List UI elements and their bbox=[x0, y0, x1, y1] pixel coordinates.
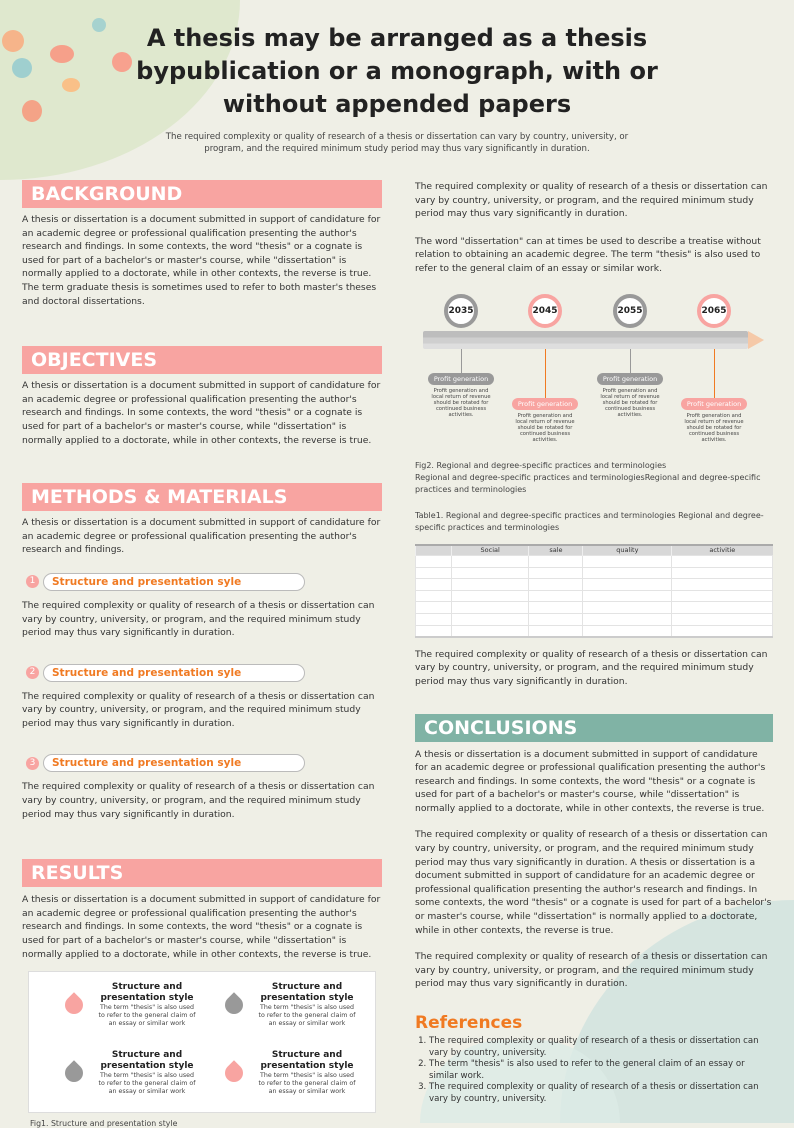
item-number: 3 bbox=[26, 757, 39, 770]
timeline-text: Profit generation and local return of revenue should be rotated for continued business activities. bbox=[515, 412, 575, 444]
table-row bbox=[416, 625, 773, 637]
reference-item: 2. The term "thesis" is also used to refer to the general claim of an essay or similar work. bbox=[429, 1059, 773, 1082]
timeline-text: Profit generation and local return of revenue should be rotated for continued business activities. bbox=[684, 412, 744, 444]
results-text: A thesis or dissertation is a document submitted in support of candidature for an academic degree or professional qualification presenting the author's research and findings. In some contexts, the word "thesis" or a cognate is used for part of a bachelor's or master's course, while "dissertation" is normally applied to a doctorate, while in other contexts, the reverse is true. bbox=[22, 894, 381, 960]
cell-text: The term "thesis" is also used to refer to the general claim of an essay or similar work bbox=[98, 1072, 196, 1095]
references-heading: References bbox=[415, 1013, 523, 1033]
table-header: Social bbox=[452, 545, 529, 556]
conclusions-p3: The required complexity or quality of research of a thesis or dissertation can vary by country, university, or program, and the required minimum study period may thus vary significantly in duration. bbox=[415, 951, 768, 990]
table-row bbox=[416, 567, 773, 579]
figure-2-text: Regional and degree-specific practices and terminologiesRegional and degree-specific practices and terminologies bbox=[415, 472, 761, 494]
cell-title: Structure and presentation style bbox=[100, 1050, 194, 1072]
method-item-header bbox=[26, 573, 382, 591]
table-cell bbox=[672, 556, 773, 568]
table-cell bbox=[672, 625, 773, 637]
method-item-text: The required complexity or quality of research of a thesis or dissertation can vary by country, university, or program, and the required minimum study period may thus vary significantly in duration. bbox=[22, 690, 375, 729]
timeline-year: 2045 bbox=[528, 294, 562, 328]
timeline-year: 2035 bbox=[444, 294, 478, 328]
decor-berry bbox=[2, 30, 24, 52]
table-cell bbox=[452, 590, 529, 602]
table-cell bbox=[529, 602, 583, 614]
background-heading: BACKGROUND bbox=[22, 180, 382, 208]
table-row bbox=[416, 590, 773, 602]
timeline-connector bbox=[545, 349, 546, 398]
cell-text: The term "thesis" is also used to refer to the general claim of an essay or similar work bbox=[98, 1004, 196, 1027]
table-cell bbox=[529, 590, 583, 602]
table-cell bbox=[529, 579, 583, 591]
table-header bbox=[416, 545, 452, 556]
references-list bbox=[415, 1036, 773, 1106]
timeline-connector bbox=[630, 349, 631, 373]
table-cell bbox=[529, 567, 583, 579]
table-cell bbox=[529, 625, 583, 637]
table-cell bbox=[452, 614, 529, 626]
table-cell bbox=[529, 614, 583, 626]
cell-text: The term "thesis" is also used to refer to the general claim of an essay or similar work bbox=[258, 1072, 356, 1095]
results-heading: RESULTS bbox=[22, 859, 382, 887]
method-item-text: The required complexity or quality of research of a thesis or dissertation can vary by country, university, or program, and the required minimum study period may thus vary significantly in duration. bbox=[22, 599, 375, 639]
reference-item: 1. The required complexity or quality of research of a thesis or dissertation can vary by country, university. bbox=[429, 1036, 773, 1059]
decor-berry bbox=[50, 45, 74, 63]
conclusions-p1: A thesis or dissertation is a document submitted in support of candidature for an academic degree or professional qualification presenting the author's research and findings. In some contexts, the word "thesis" or a cognate is used for part of a bachelor's or master's course, while "dissertation" is normally applied to a doctorate, while in other contexts, the reverse is true. bbox=[415, 748, 766, 814]
timeline-tag: Profit generation bbox=[681, 398, 747, 410]
table-row bbox=[416, 602, 773, 614]
timeline-text: Profit generation and local return of revenue should be rotated for continued business activities. bbox=[600, 387, 660, 419]
timeline-year: 2065 bbox=[697, 294, 731, 328]
table-row bbox=[416, 556, 773, 568]
table-cell bbox=[672, 579, 773, 591]
table-cell bbox=[452, 579, 529, 591]
table-header: quality bbox=[583, 545, 672, 556]
reference-item: 3. The required complexity or quality of research of a thesis or dissertation can vary by country, university. bbox=[429, 1082, 773, 1105]
cell-title: Structure and presentation style bbox=[260, 1050, 354, 1072]
background-text: A thesis or dissertation is a document submitted in support of candidature for an academic degree or professional qualification presenting the author's research and findings. In some contexts, the word "thesis" or a cognate is used for part of a bachelor's or master's course, while "dissertation" is normally applied to a doctorate, while in other contexts, the reverse is true. The term graduate thesis is sometimes used to refer to both master's theses and doctoral dissertations. bbox=[22, 214, 381, 307]
figure-2-caption: Fig2. Regional and degree-specific practices and terminologies bbox=[415, 460, 667, 470]
table-cell bbox=[416, 579, 452, 591]
right-para-3: The required complexity or quality of research of a thesis or dissertation can vary by country, university, or program, and the required minimum study period may thus vary significantly in duration. bbox=[415, 648, 768, 687]
poster-subtitle: The required complexity or quality of research of a thesis or dissertation can vary by country, university, or program, and the required minimum study period may thus vary significantly in duration. bbox=[165, 132, 629, 154]
cell-title: Structure and presentation style bbox=[260, 982, 354, 1004]
right-para-1: The required complexity or quality of research of a thesis or dissertation can vary by country, university, or program, and the required minimum study period may thus vary significantly in duration. bbox=[415, 181, 768, 220]
table-cell bbox=[583, 556, 672, 568]
conclusions-heading: CONCLUSIONS bbox=[415, 714, 773, 742]
timeline-bar bbox=[423, 331, 748, 349]
table-header: sale bbox=[529, 545, 583, 556]
method-item-header bbox=[26, 754, 382, 772]
timeline-tag: Profit generation bbox=[597, 373, 663, 385]
table-cell bbox=[583, 614, 672, 626]
item-title: Structure and presentation syle bbox=[43, 754, 305, 772]
timeline-connector bbox=[714, 349, 715, 398]
timeline-text: Profit generation and local return of revenue should be rotated for continued business activities. bbox=[431, 387, 491, 419]
table-cell bbox=[529, 556, 583, 568]
drop-icon bbox=[61, 1060, 86, 1085]
table-cell bbox=[416, 567, 452, 579]
table-cell bbox=[416, 602, 452, 614]
table-caption: Table1. Regional and degree-specific practices and terminologies Regional and degree-specific practices and terminologies bbox=[415, 510, 764, 532]
timeline bbox=[415, 286, 773, 456]
timeline-connector bbox=[461, 349, 462, 373]
table-cell bbox=[583, 602, 672, 614]
decor-berry bbox=[62, 78, 80, 92]
methods-text: A thesis or dissertation is a document submitted in support of candidature for an academic degree or professional qualification presenting the author's research and findings. bbox=[22, 517, 381, 556]
figure-1 bbox=[28, 971, 376, 1113]
right-column bbox=[415, 180, 773, 1106]
method-item-header bbox=[26, 664, 382, 682]
drop-icon bbox=[221, 992, 246, 1017]
right-para-2: The word "dissertation" can at times be used to describe a treatise without relation to obtaining an academic degree. The term "thesis" is also used to refer to the general claim of an essay or similar work. bbox=[415, 235, 761, 274]
table-row bbox=[416, 579, 773, 591]
cell-text: The term "thesis" is also used to refer to the general claim of an essay or similar work bbox=[258, 1004, 356, 1027]
table-cell bbox=[583, 579, 672, 591]
decor-berry bbox=[92, 18, 106, 32]
table-cell bbox=[452, 556, 529, 568]
figure-cell bbox=[219, 1050, 369, 1095]
figure-cell bbox=[59, 982, 209, 1027]
drop-icon bbox=[221, 1060, 246, 1085]
pencil-tip bbox=[748, 331, 764, 349]
timeline-tag: Profit generation bbox=[512, 398, 578, 410]
table-header: activitie bbox=[672, 545, 773, 556]
item-title: Structure and presentation syle bbox=[43, 573, 305, 591]
data-table bbox=[415, 544, 773, 638]
table-row bbox=[416, 614, 773, 626]
figure-cell bbox=[59, 1050, 209, 1095]
drop-icon bbox=[61, 992, 86, 1017]
poster-title: A thesis may be arranged as a thesis bypublication or a monograph, with or without appended papers bbox=[136, 24, 658, 118]
item-number: 2 bbox=[26, 666, 39, 679]
figure-cell bbox=[219, 982, 369, 1027]
method-item-text: The required complexity or quality of research of a thesis or dissertation can vary by country, university, or program, and the required minimum study period may thus vary significantly in duration. bbox=[22, 781, 375, 820]
table-cell bbox=[672, 614, 773, 626]
item-title: Structure and presentation syle bbox=[43, 664, 305, 682]
table-cell bbox=[452, 625, 529, 637]
table-cell bbox=[416, 590, 452, 602]
decor-berry bbox=[12, 58, 32, 78]
timeline-tag: Profit generation bbox=[428, 373, 494, 385]
cell-title: Structure and presentation style bbox=[100, 982, 194, 1004]
table-cell bbox=[583, 590, 672, 602]
objectives-text: A thesis or dissertation is a document submitted in support of candidature for an academic degree or professional qualification presenting the author's research and findings. In some contexts, the word "thesis" or a cognate is used for part of a bachelor's or master's course, while "dissertation" is normally applied to a doctorate, while in other contexts, the reverse is true. bbox=[22, 380, 381, 446]
table-cell bbox=[452, 567, 529, 579]
figure-1-caption: Fig1. Structure and presentation style bbox=[30, 1119, 178, 1128]
table-cell bbox=[583, 567, 672, 579]
table-cell bbox=[672, 602, 773, 614]
methods-heading: METHODS & MATERIALS bbox=[22, 483, 382, 511]
item-number: 1 bbox=[26, 575, 39, 588]
table-cell bbox=[452, 602, 529, 614]
timeline-year: 2055 bbox=[613, 294, 647, 328]
left-column bbox=[22, 180, 382, 1128]
conclusions-p2: The required complexity or quality of research of a thesis or dissertation can vary by country, university, or program, and the required minimum study period may thus vary significantly in duration. A thesis or dissertation is a document submitted in support of candidature for an academic degree or professional qualification presenting the author's research and findings. In some contexts, the word "thesis" or a cognate is used for part of a bachelor's or master's course, while "dissertation" is normally applied to a doctorate, while in other contexts, the reverse is true. bbox=[415, 829, 772, 936]
table-cell bbox=[416, 556, 452, 568]
objectives-heading: OBJECTIVES bbox=[22, 346, 382, 374]
table-cell bbox=[583, 625, 672, 637]
table-cell bbox=[672, 567, 773, 579]
table-cell bbox=[416, 614, 452, 626]
decor-berry bbox=[22, 100, 42, 122]
table-cell bbox=[416, 625, 452, 637]
table-cell bbox=[672, 590, 773, 602]
